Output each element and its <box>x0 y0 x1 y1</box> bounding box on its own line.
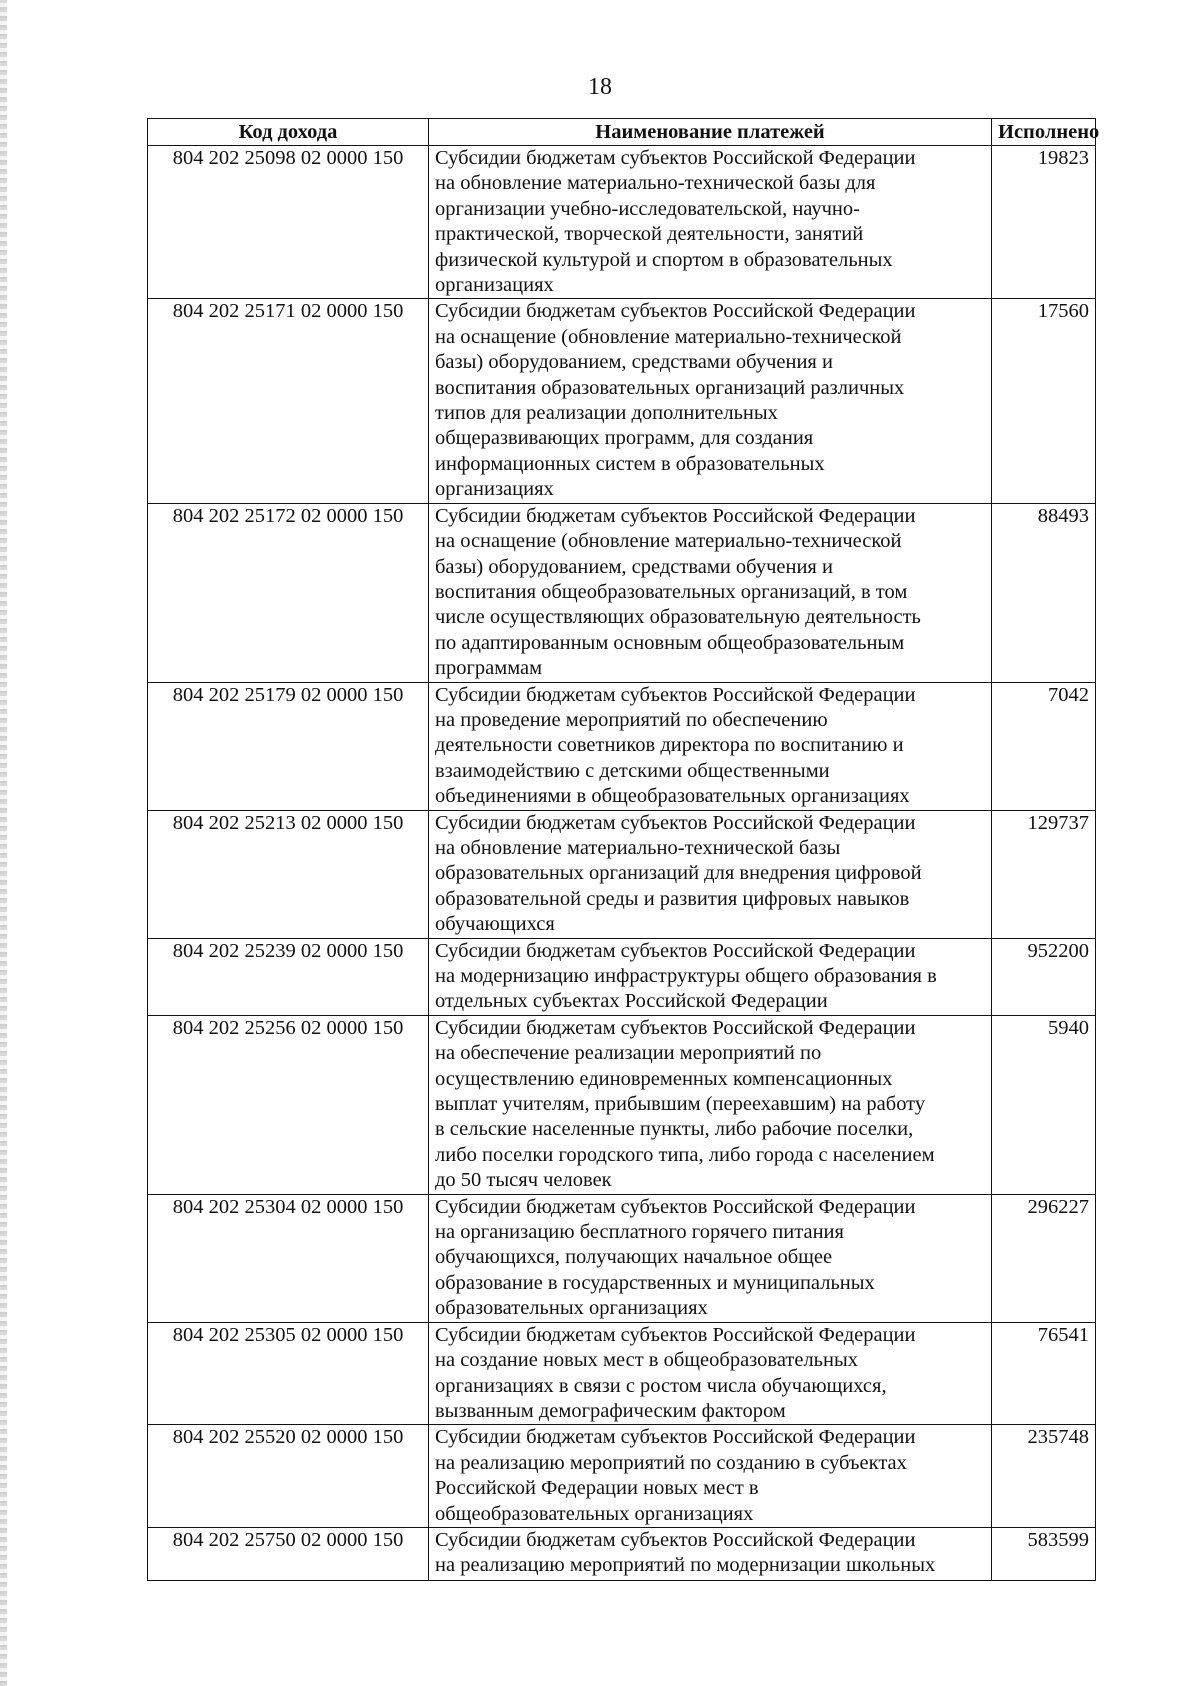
payment-name-line: программам <box>435 657 543 680</box>
payment-name-line: организациях в связи с ростом числа обучающихся, <box>435 1374 887 1397</box>
table-row <box>148 1425 1096 1528</box>
payment-name-line: обучающихся <box>435 913 555 936</box>
payment-name-line: воспитания общеобразовательных организаций, в том <box>435 580 908 603</box>
payment-name-line: отдельных субъектах Российской Федерации <box>435 990 828 1013</box>
payment-name-line: типов для реализации дополнительных <box>435 402 778 425</box>
payment-name-line: на реализацию мероприятий по созданию в субъектах <box>435 1451 907 1474</box>
payments-table <box>147 118 1100 1581</box>
payment-name-cell <box>429 810 992 938</box>
payment-name-cell <box>429 146 992 299</box>
income-code-cell: 804 202 25171 02 0000 150 <box>148 299 429 503</box>
payment-name-line: в сельские населенные пункты, либо рабочие поселки, <box>435 1118 914 1141</box>
executed-amount-cell: 296227 <box>992 1194 1096 1322</box>
table-row <box>148 1015 1096 1194</box>
payment-name-line: на обновление материально-технической базы <box>435 836 841 859</box>
payment-name-line: деятельности советников директора по воспитанию и <box>435 734 904 757</box>
payment-name-line: до 50 тысяч человек <box>435 1169 612 1192</box>
payment-name-cell <box>429 503 992 682</box>
payment-name-cell <box>429 938 992 1015</box>
payment-name-line: на обновление материально-технической базы для <box>435 172 876 195</box>
payment-name-line: базы) оборудованием, средствами обучения и <box>435 351 833 374</box>
income-code-cell: 804 202 25098 02 0000 150 <box>148 146 429 299</box>
table-row <box>148 810 1096 938</box>
executed-amount-cell: 88493 <box>992 503 1096 682</box>
executed-amount-cell: 19823 <box>992 146 1096 299</box>
payment-name-line: на оснащение (обновление материально-технической <box>435 325 902 348</box>
payment-name-line: физической культурой и спортом в образовательных <box>435 248 893 271</box>
income-code-cell: 804 202 25305 02 0000 150 <box>148 1322 429 1425</box>
payment-name-line: числе осуществляющих образовательную деятельность <box>435 606 921 629</box>
payment-name-line: организациях <box>435 478 554 501</box>
income-code-cell: 804 202 25239 02 0000 150 <box>148 938 429 1015</box>
payment-name-cell <box>429 682 992 810</box>
executed-amount-cell: 17560 <box>992 299 1096 503</box>
table-row <box>148 682 1096 810</box>
payment-name-line: образовательных организациях <box>435 1297 708 1320</box>
page-number: 18 <box>588 74 612 100</box>
payment-name-line: образовательных организаций для внедрения цифровой <box>435 862 922 885</box>
payment-name-line: на реализацию мероприятий по модернизации школьных <box>435 1554 936 1577</box>
income-code-cell: 804 202 25213 02 0000 150 <box>148 810 429 938</box>
executed-amount-cell: 235748 <box>992 1425 1096 1528</box>
payment-name-cell <box>429 1527 992 1580</box>
payment-name-line: на проведение мероприятий по обеспечению <box>435 708 828 731</box>
payment-name-cell <box>429 1194 992 1322</box>
payment-name-line: выплат учителям, прибывшим (переехавшим) на работу <box>435 1093 926 1116</box>
payment-name-line: Субсидии бюджетам субъектов Российской Федерации <box>435 1426 916 1449</box>
payment-name-cell <box>429 1425 992 1528</box>
table-row <box>148 1194 1096 1322</box>
payment-name-cell <box>429 1322 992 1425</box>
executed-amount-cell: 952200 <box>992 938 1096 1015</box>
header-code: Код дохода <box>148 119 429 146</box>
income-code-cell: 804 202 25304 02 0000 150 <box>148 1194 429 1322</box>
payment-name-line: Субсидии бюджетам субъектов Российской Федерации <box>435 811 916 834</box>
payment-name-line: информационных систем в образовательных <box>435 452 825 475</box>
table-row <box>148 938 1096 1015</box>
payment-name-line: на оснащение (обновление материально-технической <box>435 530 902 553</box>
payment-name-line: на организацию бесплатного горячего питания <box>435 1221 844 1244</box>
payment-name-line: либо поселки городского типа, либо города с населением <box>435 1143 935 1166</box>
payment-name-line: Субсидии бюджетам субъектов Российской Федерации <box>435 683 916 706</box>
payment-name-line: обучающихся, получающих начальное общее <box>435 1246 833 1269</box>
executed-amount-cell: 5940 <box>992 1015 1096 1194</box>
payment-name-line: вызванным демографическим фактором <box>435 1399 786 1422</box>
payment-name-line: воспитания образовательных организаций различных <box>435 376 905 399</box>
payment-name-line: на обеспечение реализации мероприятий по <box>435 1042 822 1065</box>
payment-name-line: общеразвивающих программ, для создания <box>435 427 814 450</box>
executed-amount-cell: 76541 <box>992 1322 1096 1425</box>
payment-name-line: практической, творческой деятельности, занятий <box>435 223 864 246</box>
table-row <box>148 1322 1096 1425</box>
payment-name-line: по адаптированным основным общеобразовательным <box>435 631 905 654</box>
table-row <box>148 299 1096 503</box>
income-code-cell: 804 202 25256 02 0000 150 <box>148 1015 429 1194</box>
payment-name-line: Субсидии бюджетам субъектов Российской Федерации <box>435 300 916 323</box>
income-code-cell: 804 202 25179 02 0000 150 <box>148 682 429 810</box>
payment-name-line: Субсидии бюджетам субъектов Российской Федерации <box>435 1195 916 1218</box>
payment-name-line: Субсидии бюджетам субъектов Российской Федерации <box>435 1323 916 1346</box>
payment-name-line: Субсидии бюджетам субъектов Российской Федерации <box>435 147 916 169</box>
payment-name-line: на модернизацию инфраструктуры общего образования в <box>435 965 937 987</box>
executed-amount-cell: 129737 <box>992 810 1096 938</box>
table-row <box>148 146 1096 299</box>
payment-name-line: Субсидии бюджетам субъектов Российской Федерации <box>435 939 916 962</box>
executed-amount-cell: 583599 <box>992 1527 1096 1580</box>
payment-name-line: базы) оборудованием, средствами обучения и <box>435 555 833 578</box>
scan-edge <box>0 0 7 1686</box>
payment-name-line: взаимодействию с детскими общественными <box>435 759 830 782</box>
payment-name-line: Субсидии бюджетам субъектов Российской Федерации <box>435 504 916 527</box>
payment-name-line: объединениями в общеобразовательных организациях <box>435 785 910 808</box>
income-code-cell: 804 202 25520 02 0000 150 <box>148 1425 429 1528</box>
payment-name-line: организациях <box>435 274 554 297</box>
payment-name-line: Субсидии бюджетам субъектов Российской Федерации <box>435 1016 916 1039</box>
table-row <box>148 503 1096 682</box>
payment-name-line: на создание новых мест в общеобразовательных <box>435 1349 859 1372</box>
executed-amount-cell: 7042 <box>992 682 1096 810</box>
table-row <box>148 1527 1096 1580</box>
header-name: Наименование платежей <box>429 119 992 146</box>
payment-name-line: Субсидии бюджетам субъектов Российской Федерации <box>435 1528 916 1551</box>
payment-name-line: образование в государственных и муниципальных <box>435 1271 875 1294</box>
payment-name-line: организации учебно-исследовательской, научно- <box>435 197 860 220</box>
payment-name-line: образовательной среды и развития цифровых навыков <box>435 887 910 910</box>
payment-name-cell <box>429 1015 992 1194</box>
payment-name-cell <box>429 299 992 503</box>
payment-name-line: Российской Федерации новых мест в <box>435 1477 759 1500</box>
header-sum: Исполнено <box>992 119 1096 146</box>
income-code-cell: 804 202 25172 02 0000 150 <box>148 503 429 682</box>
payment-name-line: общеобразовательных организациях <box>435 1502 754 1525</box>
payment-name-line: осуществлению единовременных компенсационных <box>435 1067 893 1090</box>
income-code-cell: 804 202 25750 02 0000 150 <box>148 1527 429 1580</box>
table-header-row <box>148 119 1096 146</box>
